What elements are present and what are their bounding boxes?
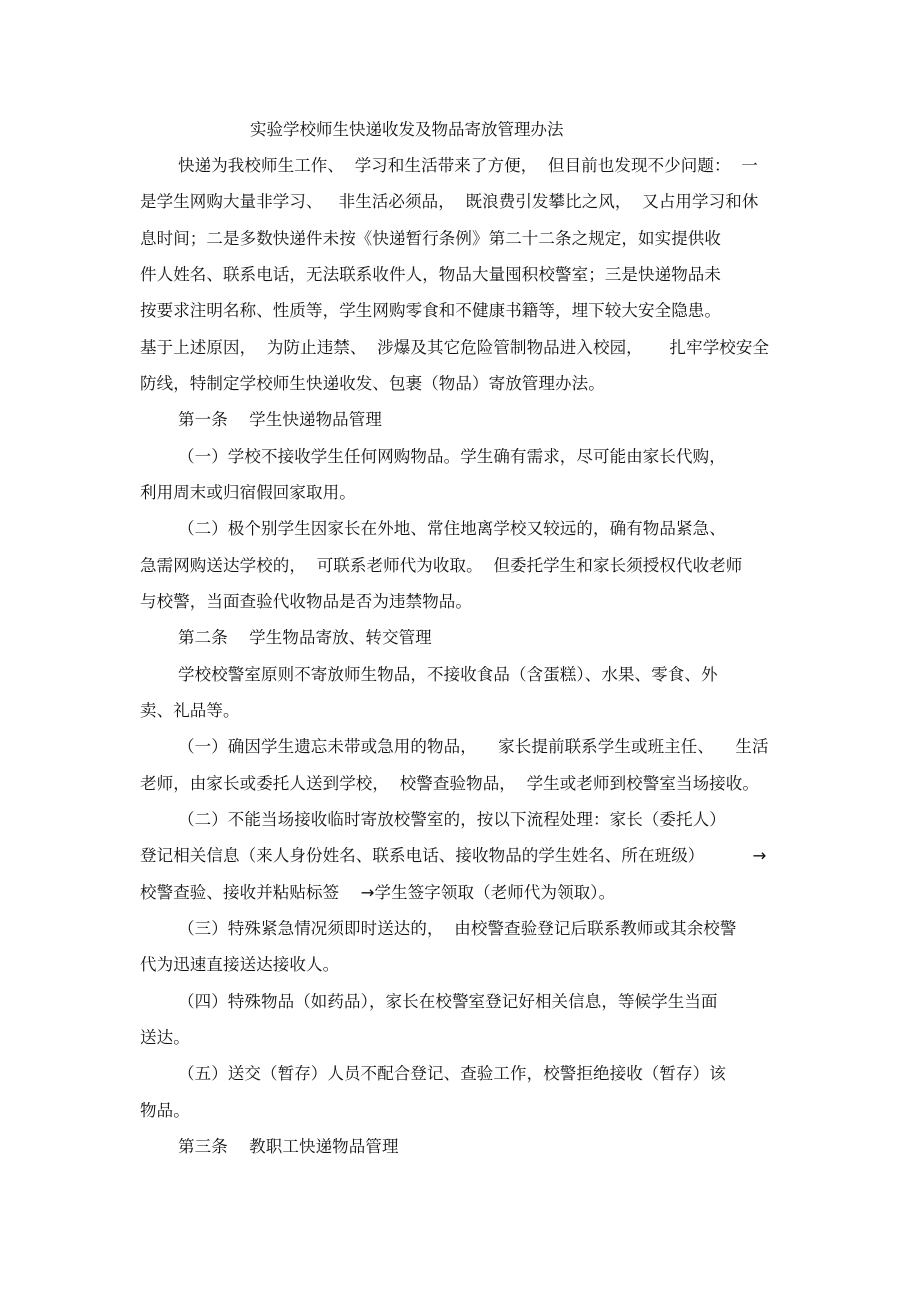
paragraph-line: 息时间；二是多数快递件未按《快递暂行条例》第二十二条之规定，如实提供收 — [140, 229, 721, 248]
paragraph-line: 快递为我校师生工作、 学习和生活带来了方便， 但目前也发现不少问题： 一 — [178, 156, 758, 175]
paragraph-line: 校警查验、接收并粘贴标签 →学生签字领取（老师代为领取）。 — [140, 883, 616, 902]
paragraph-line: 按要求注明名称、性质等，学生网购零食和不健康书籍等，埋下较大安全隐患。 — [140, 301, 721, 320]
paragraph-line: 老师，由家长或委托人送到学校， 校警查验物品， 学生或老师到校警室当场接收。 — [140, 774, 759, 793]
paragraph-line: （二）极个别学生因家长在外地、常住地离学校又较远的，确有物品紧急、 — [178, 519, 726, 538]
paragraph-line: （一）确因学生遗忘未带或急用的物品， 家长提前联系学生或班主任、 生活 — [178, 737, 769, 756]
paragraph-line: 学校校警室原则不寄放师生物品，不接收食品（含蛋糕）、水果、零食、外 — [178, 665, 718, 684]
paragraph-line: 件人姓名、联系电话，无法联系收件人，物品大量囤积校警室；三是快递物品未 — [140, 265, 721, 284]
paragraph-line: 送达。 — [140, 1028, 190, 1047]
section-heading: 第二条 学生物品寄放、转交管理 — [178, 628, 432, 647]
paragraph-line: 登记相关信息（来人身份姓名、联系电话、接收物品的学生姓名、所在班级） → — [140, 846, 767, 865]
paragraph-line: 防线，特制定学校师生快递收发、包裹（物品）寄放管理办法。 — [140, 374, 605, 393]
paragraph-line: （二）不能当场接收临时寄放校警室的，按以下流程处理：家长（委托人） — [178, 810, 726, 829]
section-heading: 第三条 教职工快递物品管理 — [178, 1137, 399, 1156]
paragraph-line: 物品。 — [140, 1101, 190, 1120]
paragraph-line: （四）特殊物品（如药品），家长在校警室登记好相关信息，等候学生当面 — [178, 992, 718, 1011]
paragraph-line: （五）送交（暂存）人员不配合登记、查验工作，校警拒绝接收（暂存）该 — [178, 1064, 726, 1083]
document-title: 实验学校师生快递收发及物品寄放管理办法 — [250, 120, 564, 139]
paragraph-line: （三）特殊紧急情况须即时送达的， 由校警查验登记后联系教师或其余校警 — [178, 919, 737, 938]
paragraph-line: 卖、礼品等。 — [140, 701, 240, 720]
paragraph-line: 与校警，当面查验代收物品是否为违禁物品。 — [140, 592, 472, 611]
paragraph-line: 代为迅速直接送达接收人。 — [140, 955, 340, 974]
paragraph-line: 急需网购送达学校的， 可联系老师代为收取。 但委托学生和家长须授权代收老师 — [140, 556, 743, 575]
paragraph-line: （一）学校不接收学生任何网购物品。学生确有需求，尽可能由家长代购， — [178, 447, 726, 466]
paragraph-line: 基于上述原因， 为防止违禁、 涉爆及其它危险管制物品进入校园， 扎牢学校安全 — [140, 338, 770, 357]
paragraph-line: 是学生网购大量非学习、 非生活必须品， 既浪费引发攀比之风， 又占用学习和休 — [140, 192, 759, 211]
section-heading: 第一条 学生快递物品管理 — [178, 410, 382, 429]
paragraph-line: 利用周末或归宿假回家取用。 — [140, 483, 356, 502]
